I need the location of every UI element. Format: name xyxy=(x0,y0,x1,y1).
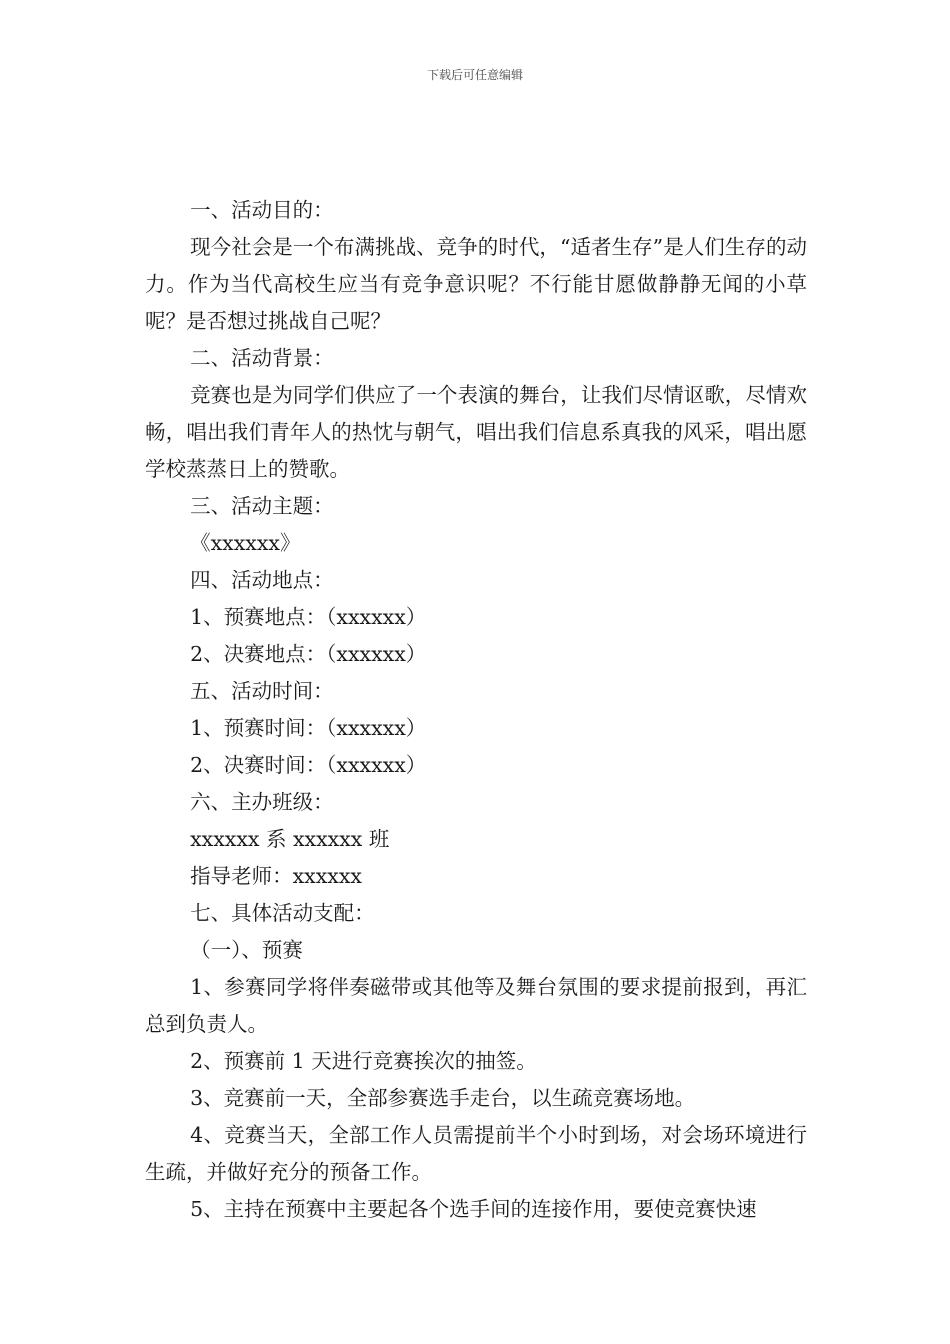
item-final-location: 2、决赛地点：（xxxxxx） xyxy=(190,642,427,666)
heading-time: 五、活动时间： xyxy=(190,679,334,703)
heading-organizer: 六、主办班级： xyxy=(190,790,334,814)
heading-arrangement: 七、具体活动支配： xyxy=(190,901,375,925)
document-body xyxy=(145,192,807,1228)
paragraph-organizer-class: xxxxxx 系 xxxxxx 班 xyxy=(190,827,390,851)
list-item-2: 2、预赛前 1 天进行竞赛挨次的抽签。 xyxy=(190,1049,537,1073)
heading-purpose: 一、活动目的： xyxy=(190,198,334,222)
paragraph-advisor: 指导老师：xxxxxx xyxy=(190,864,362,888)
paragraph-purpose: 现今社会是一个布满挑战、竞争的时代，“适者生存”是人们生存的动力。作为当代高校生应当有竞争意识呢？不行能甘愿做静静无闻的小草呢？是否想过挑战自己呢？ xyxy=(145,235,807,333)
list-item-3: 3、竞赛前一天，全部参赛选手走台，以生疏竞赛场地。 xyxy=(190,1086,696,1110)
heading-theme: 三、活动主题： xyxy=(190,494,334,518)
item-prelim-location: 1、预赛地点：（xxxxxx） xyxy=(190,605,427,629)
list-item-4: 4、竞赛当天，全部工作人员需提前半个小时到场，对会场环境进行生疏，并做好充分的预备工作。 xyxy=(145,1123,807,1184)
item-final-time: 2、决赛时间：（xxxxxx） xyxy=(190,753,427,777)
heading-location: 四、活动地点： xyxy=(190,568,334,592)
list-item-1: 1、参赛同学将伴奏磁带或其他等及舞台氛围的要求提前报到，再汇总到负责人。 xyxy=(145,975,807,1036)
item-prelim-time: 1、预赛时间：（xxxxxx） xyxy=(190,716,427,740)
page-header: 下载后可任意编辑 xyxy=(426,68,523,82)
paragraph-theme: 《xxxxxx》 xyxy=(190,531,301,555)
paragraph-background: 竞赛也是为同学们供应了一个表演的舞台，让我们尽情讴歌，尽情欢畅，唱出我们青年人的热忱与朝气，唱出我们信息系真我的风采，唱出愿学校蒸蒸日上的赞歌。 xyxy=(145,383,807,481)
list-item-5: 5、主持在预赛中主要起各个选手间的连接作用，要使竞赛快速 xyxy=(190,1197,757,1221)
heading-background: 二、活动背景： xyxy=(190,346,334,370)
subheading-prelim: （一）、预赛 xyxy=(190,938,303,962)
